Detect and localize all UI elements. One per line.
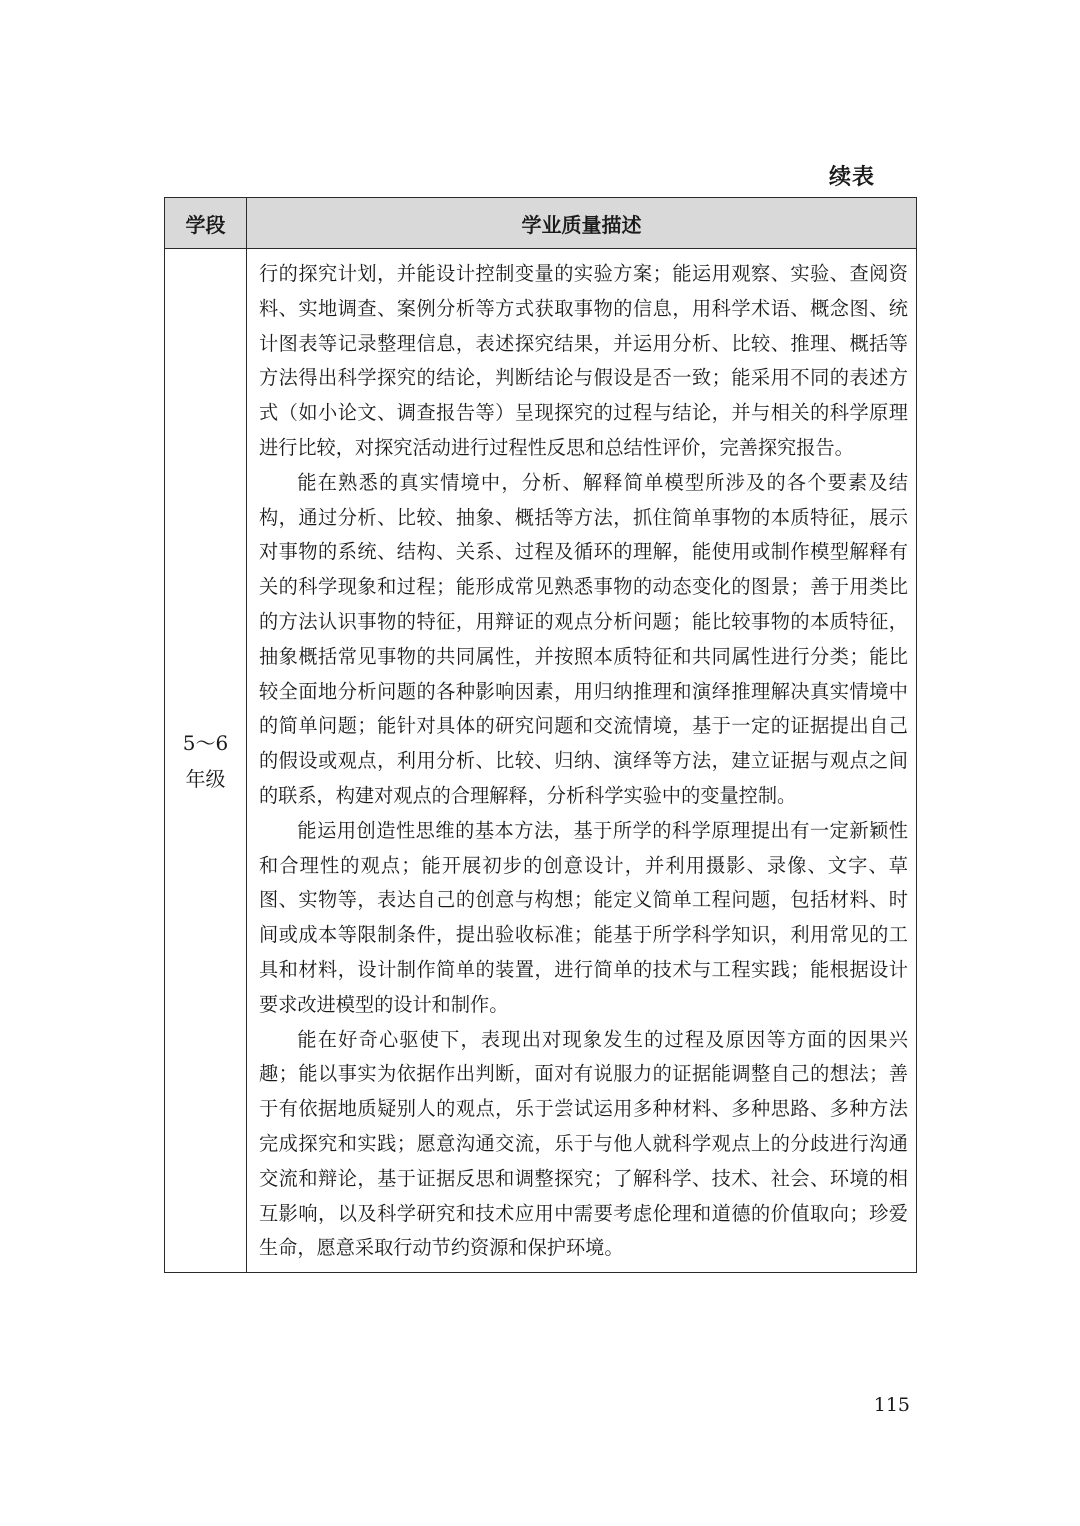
table-header bbox=[165, 198, 917, 249]
stage-grade-range: 5～6 bbox=[182, 730, 229, 755]
table-row bbox=[165, 249, 917, 1273]
description-paragraph-1: 行的探究计划，并能设计控制变量的实验方案；能运用观察、实验、查阅资料、实地调查、案例分析等方式获取事物的信息，用科学术语、概念图、统计图表等记录整理信息，表述探究结果，并运用分析、比较、推理、概括等方法得出科学探究的结论，判断结论与假设是否一致；能采用不同的表述方式（如小论文、调查报告等）呈现探究的过程与结论，并与相关的科学原理进行比较，对探究活动进行过程性反思和总结性评价，完善探究报告。 bbox=[259, 262, 908, 459]
page-number: 115 bbox=[873, 1394, 910, 1416]
description-cell bbox=[247, 249, 917, 1273]
header-stage: 学段 bbox=[165, 198, 247, 249]
description-paragraph-2: 能在熟悉的真实情境中，分析、解释简单模型所涉及的各个要素及结构，通过分析、比较、抽象、概括等方法，抓住简单事物的本质特征，展示对事物的系统、结构、关系、过程及循环的理解，能使用或制作模型解释有关的科学现象和过程；能形成常见熟悉事物的动态变化的图景；善于用类比的方法认识事物的特征，用辩证的观点分析问题；能比较事物的本质特征，抽象概括常见事物的共同属性，并按照本质特征和共同属性进行分类；能比较全面地分析问题的各种影响因素，用归纳推理和演绎推理解决真实情境中的简单问题；能针对具体的研究问题和交流情境，基于一定的证据提出自己的假设或观点，利用分析、比较、归纳、演绎等方法，建立证据与观点之间的联系，构建对观点的合理解释，分析科学实验中的变量控制。 bbox=[259, 470, 908, 807]
stage-cell bbox=[165, 249, 247, 1273]
description-paragraph-3: 能运用创造性思维的基本方法，基于所学的科学原理提出有一定新颖性和合理性的观点；能开展初步的创意设计，并利用摄影、录像、文字、草图、实物等，表达自己的创意与构想；能定义简单工程问题，包括材料、时间或成本等限制条件，提出验收标准；能基于所学科学知识，利用常见的工具和材料，设计制作简单的装置，进行简单的技术与工程实践；能根据设计要求改进模型的设计和制作。 bbox=[259, 818, 908, 1016]
continued-table-label: 续表 bbox=[828, 165, 875, 190]
description-paragraph-4: 能在好奇心驱使下，表现出对现象发生的过程及原因等方面的因果兴趣；能以事实为依据作出判断，面对有说服力的证据能调整自己的想法；善于有依据地质疑别人的观点，乐于尝试运用多种材料、多种思路、多种方法完成探究和实践；愿意沟通交流，乐于与他人就科学观点上的分歧进行沟通交流和辩论，基于证据反思和调整探究；了解科学、技术、社会、环境的相互影响，以及科学研究和技术应用中需要考虑伦理和道德的价值取向；珍爱生命，愿意采取行动节约资源和保护环境。 bbox=[259, 1027, 908, 1260]
academic-quality-table bbox=[164, 197, 917, 1273]
table-header-row bbox=[165, 198, 917, 249]
header-description: 学业质量描述 bbox=[247, 198, 917, 249]
stage-grade-label: 年级 bbox=[185, 766, 226, 791]
